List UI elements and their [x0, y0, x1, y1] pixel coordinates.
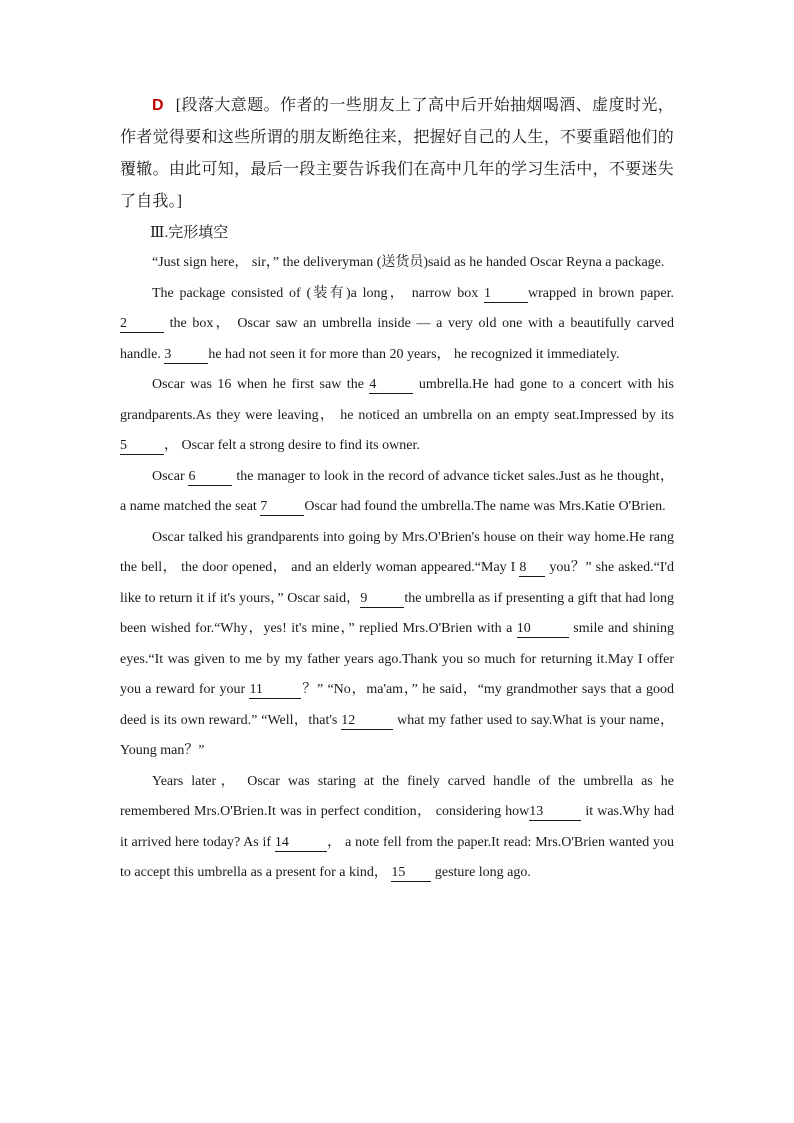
text-run: the umbrella as if presenting a gift that had long been wished for.“Why，yes! it's mine，” replied Mrs.O'Brien with a: [120, 590, 674, 636]
text-run: The package consisted of (装有)a long， narrow box: [152, 285, 484, 301]
text-run: he had not seen it for more than 20 years， he recognized it immediately.: [208, 346, 620, 362]
blank-11: 11: [249, 682, 301, 699]
paragraph-1: “Just sign here， sir，” the deliveryman (送货员)said as he handed Oscar Reyna a package.: [152, 255, 665, 270]
blank-14: 14: [275, 835, 327, 852]
paragraph-2: [120, 279, 674, 371]
answer-explanation: [120, 90, 674, 218]
text-run: the manager to look in the record of advance ticket sales.Just as he thought， a name matched the seat: [120, 468, 674, 514]
text-run: Years later， Oscar was staring at the finely carved handle of the umbrella as he remembered Mrs.O'Brien.It was in perfect condition， considering how: [120, 773, 674, 819]
text-run: what my father used to say.What is your name，Young man？”: [120, 712, 674, 758]
text-run: ？” “No，ma'am，” he said，“my grandmother says that a good deed is its own reward.” “Well，that's: [120, 682, 675, 728]
blank-6: 6: [188, 469, 232, 486]
blank-12: 12: [341, 713, 393, 730]
blank-4: 4: [369, 377, 413, 394]
blank-9: 9: [360, 591, 404, 608]
text-run: it was.Why had it arrived here today? As if: [120, 804, 674, 850]
blank-7: 7: [260, 499, 304, 516]
text-run: you？” she asked.“I'd like to return it if it's yours，” Oscar said，: [120, 560, 675, 606]
document-page: [120, 90, 674, 889]
paragraph-6: [120, 767, 674, 889]
text-run: gesture long ago.: [431, 865, 531, 880]
paragraph-4: [120, 462, 674, 523]
answer-explanation-text: [段落大意题。作者的一些朋友上了高中后开始抽烟喝酒、虚度时光，作者觉得要和这些所谓的朋友断绝往来，把握好自己的人生，不要重蹈他们的覆辙。由此可知，最后一段主要告诉我们在高中几年的学习生活中，不要迷失了自我。]: [120, 97, 674, 210]
text-run: the box， Oscar saw an umbrella inside — a very old one with a beautifully carved handle.: [120, 316, 674, 362]
answer-letter: D: [152, 97, 164, 114]
text-run: wrapped in brown paper.: [528, 285, 674, 301]
blank-5: 5: [120, 438, 164, 455]
text-run: Oscar talked his grandparents into going by Mrs.O'Brien's house on their way home.He rang the bell， the door opened， and an elderly woman appeared.“May I: [120, 529, 674, 575]
blank-1: 1: [484, 286, 528, 303]
section-title: Ⅲ.完形填空: [150, 225, 229, 241]
text-run: Oscar had found the umbrella.The name was Mrs.Katie O'Brien.: [304, 499, 666, 514]
text-run: umbrella.He had gone to a concert with his grandparents.As they were leaving， he noticed an umbrella on an empty seat.Impressed by its: [120, 377, 674, 423]
text-run: Oscar: [152, 468, 189, 484]
blank-15: 15: [391, 865, 431, 882]
text-run: ， Oscar felt a strong desire to find its owner.: [164, 438, 420, 453]
paragraph-3: [120, 370, 674, 462]
blank-8: 8: [519, 560, 545, 577]
blank-2: 2: [120, 316, 164, 333]
text-run: ， a note fell from the paper.It read: Mrs.O'Brien wanted you to accept this umbrella as a present for a kind，: [120, 834, 674, 880]
paragraph-5: [120, 523, 674, 767]
blank-10: 10: [517, 621, 569, 638]
text-run: smile and shining eyes.“It was given to me by my father years ago.Thank you so much for returning it.May I offer you a reward for your: [120, 621, 674, 697]
blank-3: 3: [164, 347, 208, 364]
blank-13: 13: [529, 804, 581, 821]
text-run: Oscar was 16 when he first saw the: [152, 377, 370, 392]
